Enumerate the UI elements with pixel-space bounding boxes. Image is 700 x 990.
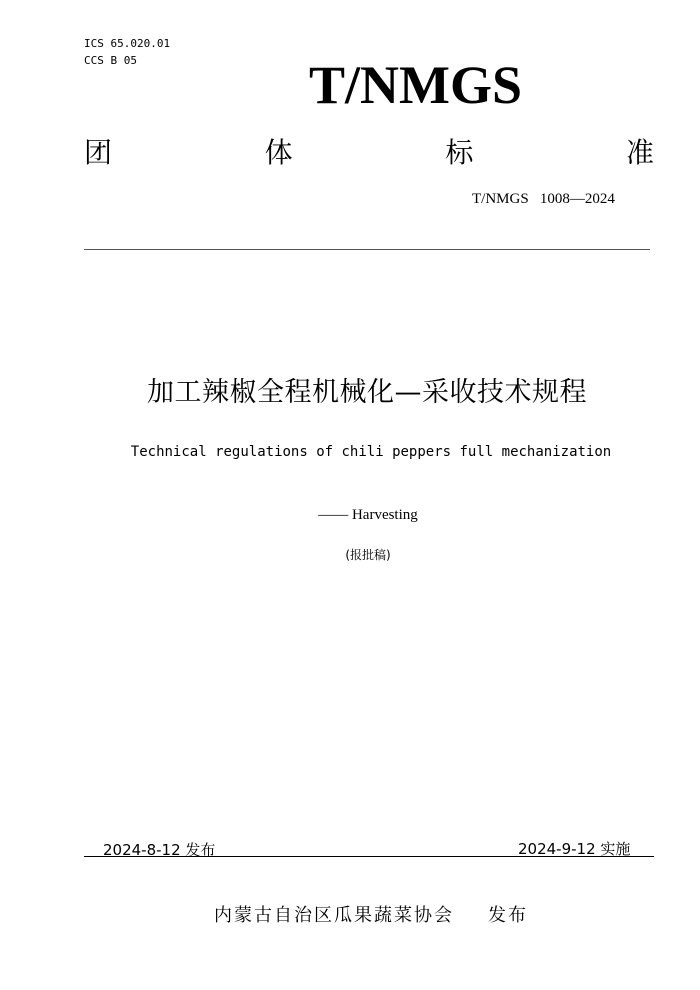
- issue-date: 2024-8-12 发布: [103, 841, 216, 859]
- document-subtitle: —— Harvesting: [318, 507, 418, 523]
- document-title: 加工辣椒全程机械化—采收技术规程: [147, 377, 587, 408]
- document-title-english: Technical regulations of chili peppers full mechanization: [130, 444, 612, 460]
- footer-divider: [84, 856, 654, 857]
- ccs-code: CCS B 05: [84, 54, 137, 67]
- publish-label: 发布: [488, 905, 528, 926]
- publisher-name: 内蒙古自治区瓜果蔬菜协会: [214, 905, 454, 926]
- header-divider: [84, 249, 650, 250]
- draft-status: (报批稿): [345, 548, 391, 562]
- standard-number: T/NMGS 1008—2024: [472, 191, 615, 207]
- category-char: 团: [84, 136, 113, 169]
- standard-category: [84, 136, 654, 170]
- implementation-date: 2024-9-12 实施: [518, 840, 631, 858]
- category-char: 标: [445, 136, 474, 169]
- category-char: 准: [625, 136, 654, 169]
- ics-code: ICS 65.020.01: [84, 37, 171, 50]
- category-char: 体: [264, 136, 293, 169]
- standard-logo: T/NMGS: [309, 55, 523, 115]
